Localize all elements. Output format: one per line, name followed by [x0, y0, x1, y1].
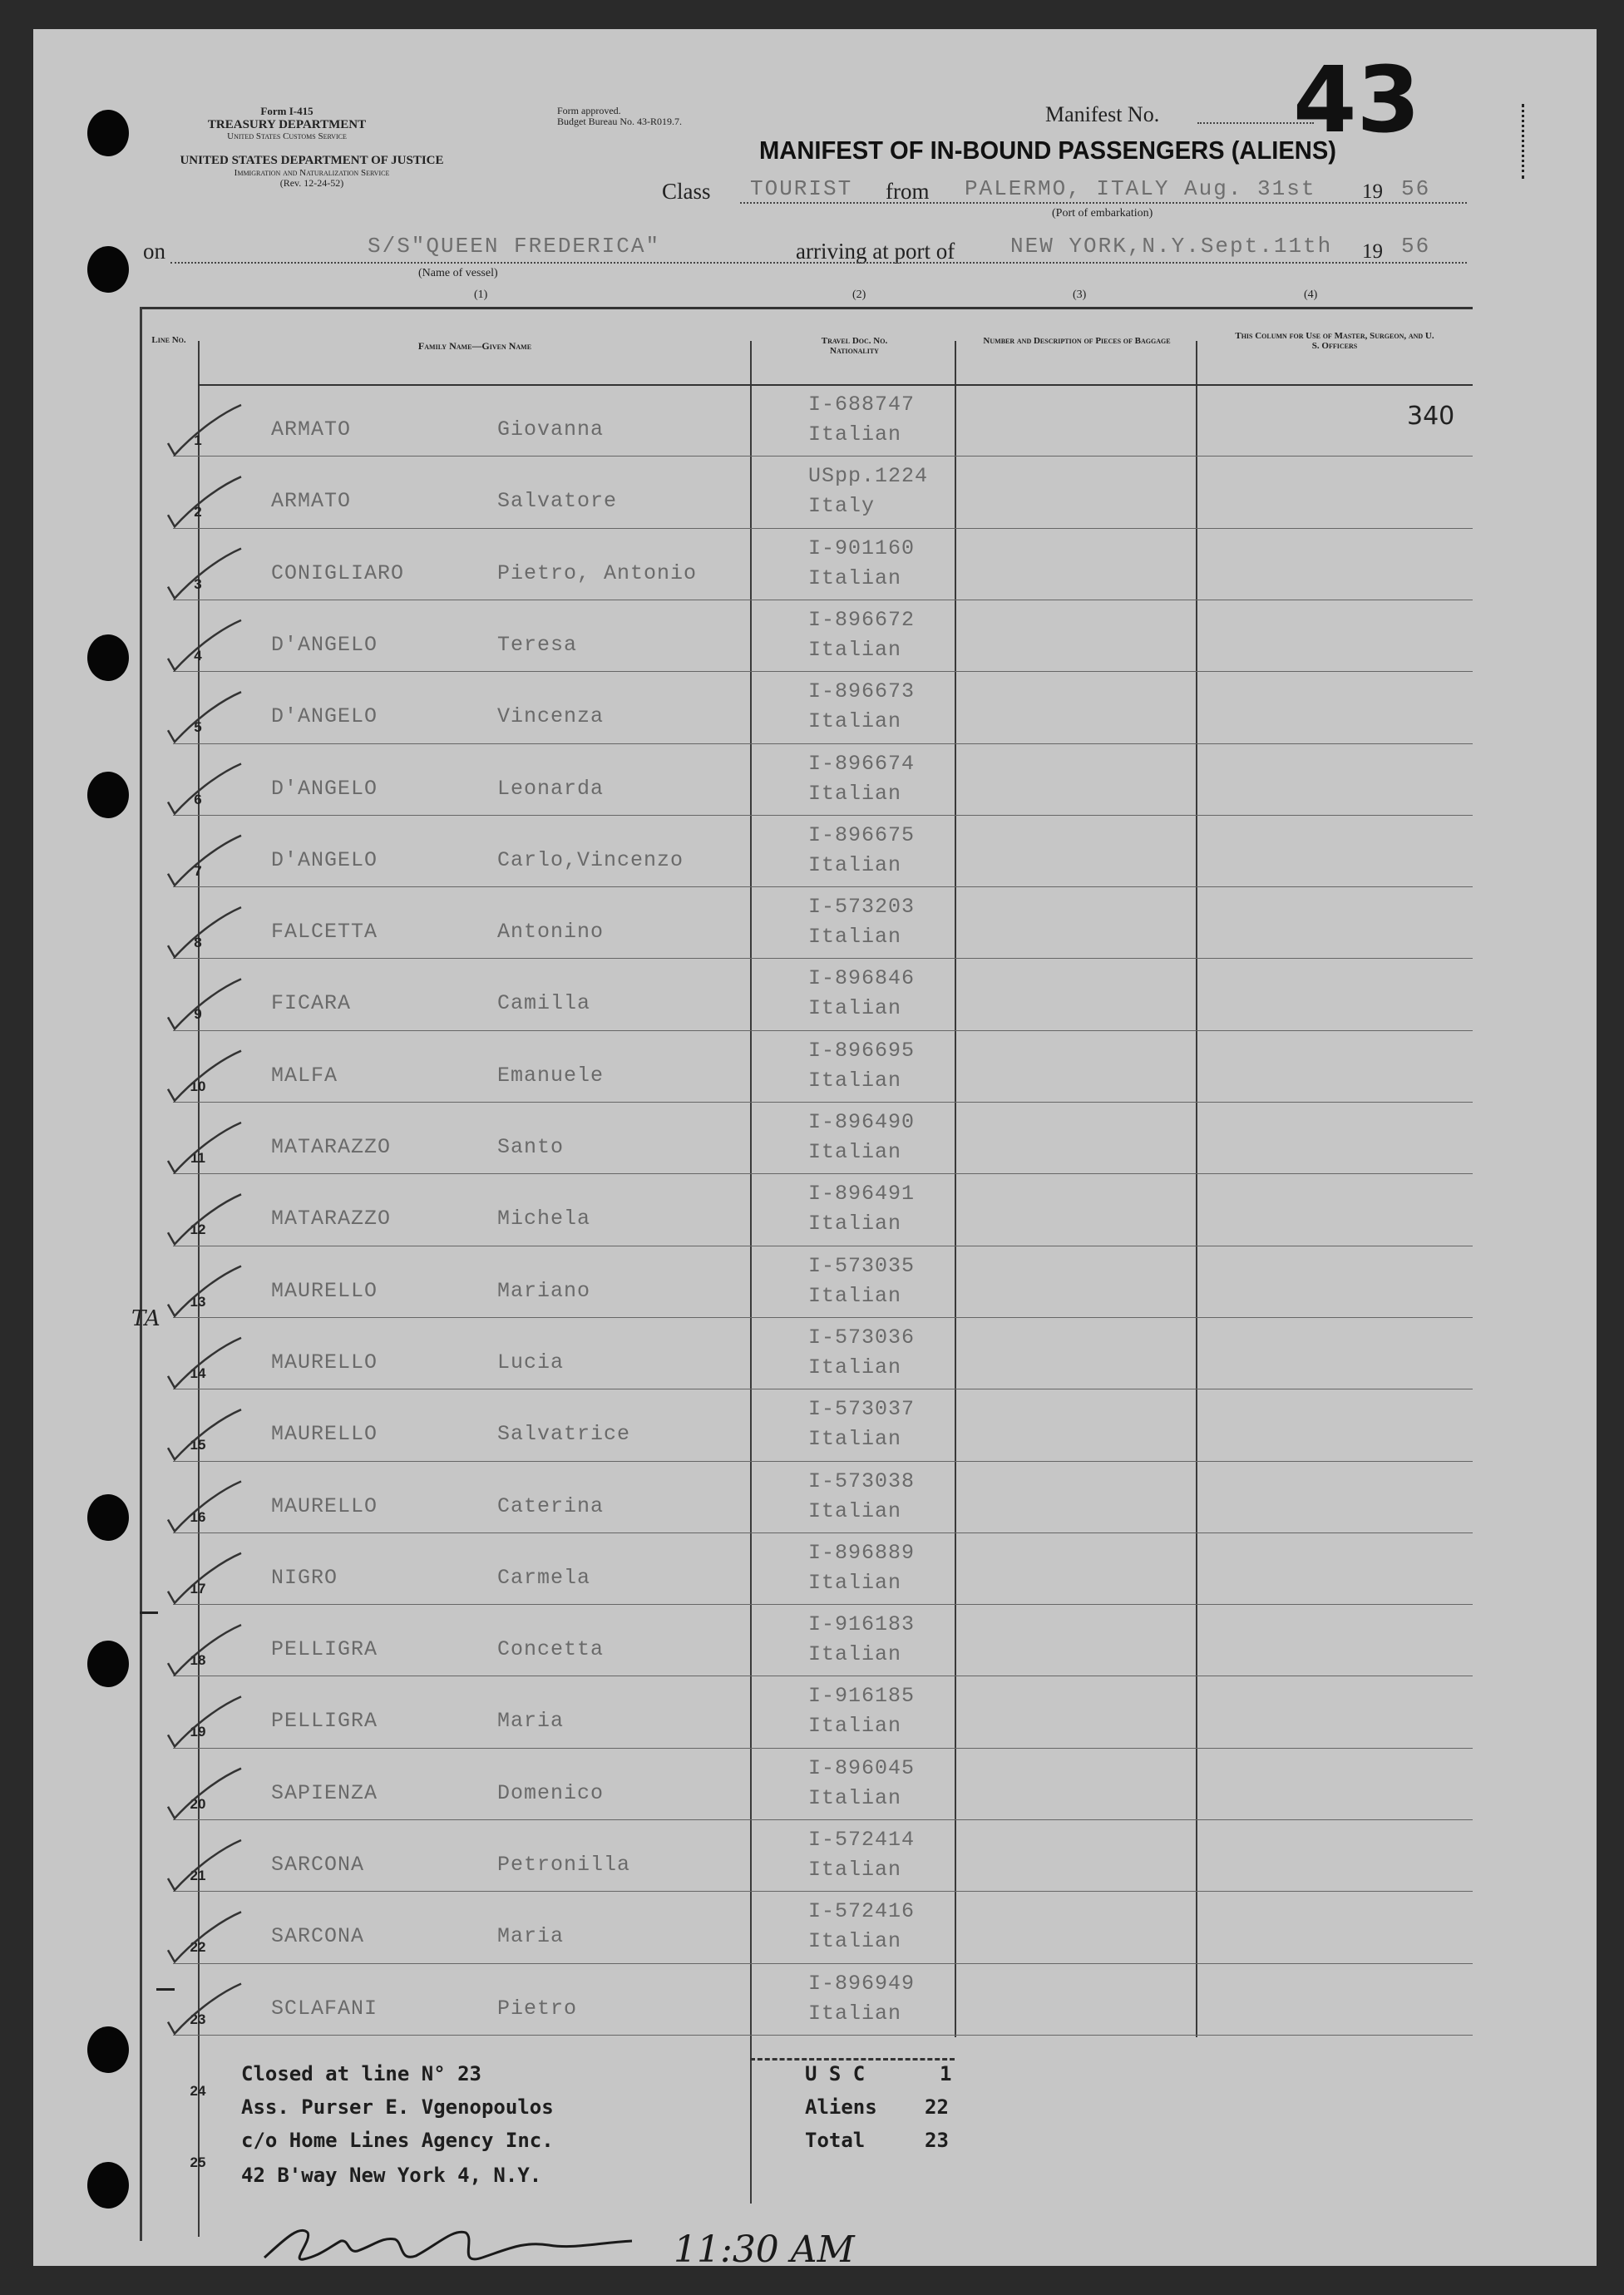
family-name: FALCETTA [271, 920, 378, 945]
check-mark [168, 1984, 241, 2034]
nationality: Italian [808, 1785, 902, 1810]
punch-hole [87, 634, 129, 681]
line-number: 17 [190, 1580, 206, 1597]
family-name: SAPIENZA [271, 1780, 378, 1805]
nationality: Italian [808, 925, 902, 950]
family-name: MALFA [271, 1063, 338, 1088]
check-mark [168, 1840, 241, 1890]
vessel-dotline [170, 262, 1467, 264]
family-name: SARCONA [271, 1853, 365, 1877]
nationality: Italian [808, 781, 902, 806]
row-divider [173, 815, 1473, 816]
given-name: Mariano [497, 1278, 591, 1303]
check-mark [168, 1123, 241, 1172]
manifest-no-label: Manifest No. [1045, 102, 1160, 126]
col-number-3: (3) [1073, 289, 1087, 301]
given-name: Camilla [497, 991, 591, 1016]
nationality: Italian [808, 1570, 902, 1595]
nationality: Italian [808, 637, 902, 662]
given-name: Salvatrice [497, 1422, 631, 1447]
travel-doc-number: I-896045 [808, 1755, 916, 1780]
line-number: 15 [190, 1437, 206, 1454]
travel-doc-number: I-896674 [808, 751, 916, 776]
given-name: Michela [497, 1207, 591, 1231]
check-mark [168, 1338, 241, 1388]
family-name: MAURELLO [271, 1493, 378, 1518]
inspector-signature [258, 2216, 649, 2283]
budget-bureau: Budget Bureau No. 43-R019.7. [557, 116, 682, 128]
nationality: Italian [808, 1283, 902, 1308]
travel-doc-number: I-901160 [808, 536, 916, 560]
usc-label: U S C [805, 2062, 866, 2085]
nationality: Italian [808, 1427, 902, 1452]
punch-hole [87, 1641, 129, 1687]
line-number: 10 [190, 1078, 206, 1094]
line-number: 14 [190, 1365, 206, 1381]
line-number: 19 [190, 1724, 206, 1740]
closing-line-4: 42 B'way New York 4, N.Y. [241, 2164, 542, 2187]
total-value: 23 [925, 2129, 949, 2152]
check-mark [168, 1912, 241, 1962]
travel-doc-number: I-896672 [808, 607, 916, 632]
customs-label: United States Customs Service [227, 131, 347, 142]
nationality: Italian [808, 422, 902, 447]
punch-hole [87, 772, 129, 818]
class-label: Class [662, 179, 711, 204]
family-name: MATARAZZO [271, 1207, 392, 1231]
family-name: D'ANGELO [271, 704, 378, 729]
check-mark [168, 1051, 241, 1101]
treasury-label: TREASURY DEPARTMENT [207, 117, 367, 131]
col-number-1: (1) [474, 289, 488, 301]
check-mark [168, 692, 241, 742]
row-divider [173, 1461, 1473, 1462]
header-family-name: Family Name—Given Name [417, 340, 532, 352]
travel-doc-number: I-573035 [808, 1253, 916, 1278]
given-name: Leonarda [497, 776, 605, 801]
table-top-border [140, 307, 1473, 309]
closing-line-1: Closed at line N° 23 [241, 2062, 481, 2085]
given-name: Carmela [497, 1565, 591, 1590]
revision-label: (Rev. 12-24-52) [279, 177, 344, 190]
check-mark [168, 1696, 241, 1746]
given-name: Maria [497, 1709, 565, 1734]
row-divider [173, 1532, 1473, 1533]
given-name: Antonino [497, 920, 605, 945]
line-number: 2 [194, 504, 202, 521]
travel-col-divider [955, 341, 956, 2037]
class-value: TOURIST [750, 176, 853, 201]
manifest-title: MANIFEST OF IN-BOUND PASSENGERS (ALIENS) [759, 136, 1336, 165]
col-number-2: (2) [852, 289, 866, 301]
ins-label: Immigration and Naturalization Service [234, 167, 390, 178]
header-bottom-rule [198, 384, 1473, 386]
nationality: Italian [808, 2001, 902, 2026]
vessel-caption: (Name of vessel) [418, 267, 498, 279]
nationality: Italian [808, 565, 902, 590]
check-mark [168, 1625, 241, 1675]
nationality: Italian [808, 1714, 902, 1739]
line-number: 6 [194, 791, 202, 807]
travel-doc-number: I-896949 [808, 1971, 916, 1996]
usc-value: 1 [940, 2062, 952, 2085]
nationality: Italian [808, 996, 902, 1021]
nationality: Italian [808, 1929, 902, 1954]
on-label: on [143, 239, 165, 264]
row-divider [173, 2035, 1473, 2036]
family-name: SARCONA [271, 1924, 365, 1949]
justice-block [116, 154, 507, 190]
family-name: D'ANGELO [271, 776, 378, 801]
line-number: 1 [194, 432, 202, 448]
table-left-border [140, 307, 142, 2241]
given-name: Vincenza [497, 704, 605, 729]
travel-doc-number: I-572416 [808, 1899, 916, 1924]
line-number: 23 [190, 2011, 206, 2027]
margin-dash [156, 1988, 175, 1991]
check-mark [168, 620, 241, 670]
line-number: 5 [194, 719, 202, 736]
punch-hole [87, 110, 129, 156]
family-name: D'ANGELO [271, 847, 378, 872]
nationality: Italian [808, 1642, 902, 1667]
port-embarkation-caption: (Port of embarkation) [1052, 207, 1153, 220]
manifest-sheet [33, 29, 1597, 2271]
row-divider [173, 1891, 1473, 1892]
row-divider [173, 958, 1473, 959]
punch-hole [87, 2026, 129, 2073]
line-number: 7 [194, 862, 202, 879]
travel-doc-number: I-896675 [808, 822, 916, 847]
travel-doc-number: I-896491 [808, 1182, 916, 1207]
form-header-left [141, 106, 432, 142]
family-name: MAURELLO [271, 1350, 378, 1375]
nationality: Italian [808, 1212, 902, 1236]
travel-doc-number: I-896889 [808, 1540, 916, 1565]
check-mark [168, 405, 241, 455]
closing-rule [750, 2058, 955, 2061]
given-name: Pietro, Antonio [497, 560, 698, 585]
approval-block [557, 106, 682, 128]
row-divider [173, 743, 1473, 744]
line-number: 12 [190, 1222, 206, 1238]
line-number: 8 [194, 935, 202, 951]
annotation-340: 340 [1407, 402, 1455, 431]
family-name: MAURELLO [271, 1422, 378, 1447]
check-mark [168, 1553, 241, 1603]
nationality: Italian [808, 1858, 902, 1882]
check-mark [168, 764, 241, 814]
given-name: Caterina [497, 1493, 605, 1518]
check-mark [168, 1194, 241, 1244]
nationality: Italian [808, 1355, 902, 1379]
check-mark [168, 1482, 241, 1532]
row-divider [173, 1030, 1473, 1031]
family-name: ARMATO [271, 417, 352, 442]
row-divider [173, 1317, 1473, 1318]
family-name: FICARA [271, 991, 352, 1016]
travel-doc-number: I-896695 [808, 1038, 916, 1063]
row-divider [173, 528, 1473, 529]
line-number: 21 [190, 1868, 206, 1883]
travel-doc-number: I-896490 [808, 1110, 916, 1134]
family-name: D'ANGELO [271, 632, 378, 657]
given-name: Carlo,Vincenzo [497, 847, 684, 872]
line-number: 20 [190, 1795, 206, 1812]
justice-label: UNITED STATES DEPARTMENT OF JUSTICE [180, 154, 444, 167]
given-name: Salvatore [497, 489, 618, 514]
baggage-col-divider [1196, 341, 1197, 2037]
row-divider [173, 456, 1473, 457]
travel-doc-number: I-573036 [808, 1325, 916, 1350]
form-approved: Form approved. [557, 105, 621, 116]
year-prefix-2: 19 [1362, 240, 1383, 263]
arrival-value: NEW YORK,N.Y.Sept.11th [1010, 234, 1333, 259]
family-name: PELLIGRA [271, 1709, 378, 1734]
row-divider [173, 1963, 1473, 1964]
family-name: NIGRO [271, 1565, 338, 1590]
row-divider [173, 1173, 1473, 1174]
form-number: Form I-415 [260, 105, 313, 117]
travel-doc-number: I-573203 [808, 895, 916, 920]
year-value-2: 56 [1401, 234, 1431, 259]
family-name: CONIGLIARO [271, 560, 405, 585]
check-mark [168, 476, 241, 526]
year-prefix-1: 19 [1362, 180, 1383, 203]
family-name: MATARAZZO [271, 1135, 392, 1159]
punch-hole [87, 2162, 129, 2209]
line-number: 13 [190, 1293, 206, 1310]
aliens-label: Aliens [805, 2095, 877, 2119]
given-name: Concetta [497, 1637, 605, 1662]
header-line-no: Line No. [151, 335, 186, 345]
header-officers: This Column for Use of Master, Surgeon, and U. S. Officers [1235, 331, 1434, 352]
line-number: 18 [190, 1652, 206, 1669]
line-number: 25 [190, 2154, 206, 2171]
from-label: from [886, 179, 930, 204]
line-number: 4 [194, 647, 202, 664]
given-name: Lucia [497, 1350, 565, 1375]
given-name: Emanuele [497, 1063, 605, 1088]
nationality: Italy [808, 494, 876, 519]
nationality: Italian [808, 1498, 902, 1523]
travel-doc-number: I-896846 [808, 966, 916, 991]
given-name: Pietro [497, 1996, 578, 2021]
signature-time: 11:30 AM [674, 2228, 855, 2271]
family-name: ARMATO [271, 489, 352, 514]
family-name: SCLAFANI [271, 1996, 378, 2021]
nationality: Italian [808, 1140, 902, 1164]
margin-note: TA [131, 1306, 160, 1331]
row-divider [173, 671, 1473, 672]
header-baggage: Number and Description of Pieces of Baggage [983, 336, 1171, 346]
nationality: Italian [808, 709, 902, 734]
row-divider [173, 1748, 1473, 1749]
closing-line-3: c/o Home Lines Agency Inc. [241, 2129, 554, 2152]
check-mark [168, 836, 241, 886]
check-mark [168, 907, 241, 957]
total-label: Total [805, 2129, 866, 2152]
check-mark [168, 1409, 241, 1459]
line-number: 16 [190, 1508, 206, 1525]
manifest-number: 43 [1293, 47, 1421, 153]
travel-doc-number: I-573037 [808, 1397, 916, 1422]
name-col-divider [750, 341, 752, 2204]
given-name: Giovanna [497, 417, 605, 442]
from-value: PALERMO, ITALY Aug. 31st [965, 176, 1316, 201]
arriving-label: arriving at port of [796, 239, 955, 264]
row-divider [173, 1819, 1473, 1820]
family-name: PELLIGRA [271, 1637, 378, 1662]
check-mark [168, 1769, 241, 1819]
punch-hole [87, 1494, 129, 1541]
given-name: Domenico [497, 1780, 605, 1805]
line-number: 11 [190, 1150, 205, 1166]
travel-doc-number: I-572414 [808, 1828, 916, 1852]
row-divider [173, 1102, 1473, 1103]
nationality: Italian [808, 1068, 902, 1093]
closing-line-2: Ass. Purser E. Vgenopoulos [241, 2095, 554, 2119]
year-value-1: 56 [1401, 176, 1431, 201]
check-mark [168, 549, 241, 599]
edge-mark [1522, 104, 1549, 179]
header-travel-doc: Travel Doc. No. Nationality [821, 336, 888, 357]
col-number-4: (4) [1304, 289, 1318, 301]
line-number: 9 [194, 1006, 202, 1023]
class-dotline [740, 202, 1467, 204]
travel-doc-number: I-916185 [808, 1684, 916, 1709]
family-name: MAURELLO [271, 1278, 378, 1303]
nationality: Italian [808, 852, 902, 877]
line-number: 24 [190, 2082, 206, 2099]
row-divider [173, 886, 1473, 887]
margin-dash [140, 1611, 158, 1614]
aliens-value: 22 [925, 2095, 949, 2119]
line-number: 22 [190, 1939, 206, 1956]
travel-doc-number: I-573038 [808, 1468, 916, 1493]
check-mark [168, 979, 241, 1029]
row-divider [173, 1604, 1473, 1605]
vessel-name: S/S"QUEEN FREDERICA" [368, 234, 661, 259]
travel-doc-number: USpp.1224 [808, 464, 929, 489]
punch-hole [87, 246, 129, 293]
given-name: Maria [497, 1924, 565, 1949]
travel-doc-number: I-916183 [808, 1612, 916, 1637]
travel-doc-number: I-896673 [808, 679, 916, 704]
travel-doc-number: I-688747 [808, 392, 916, 417]
line-number: 3 [194, 575, 202, 592]
given-name: Petronilla [497, 1853, 631, 1877]
given-name: Teresa [497, 632, 578, 657]
given-name: Santo [497, 1135, 565, 1159]
check-mark [168, 1266, 241, 1316]
